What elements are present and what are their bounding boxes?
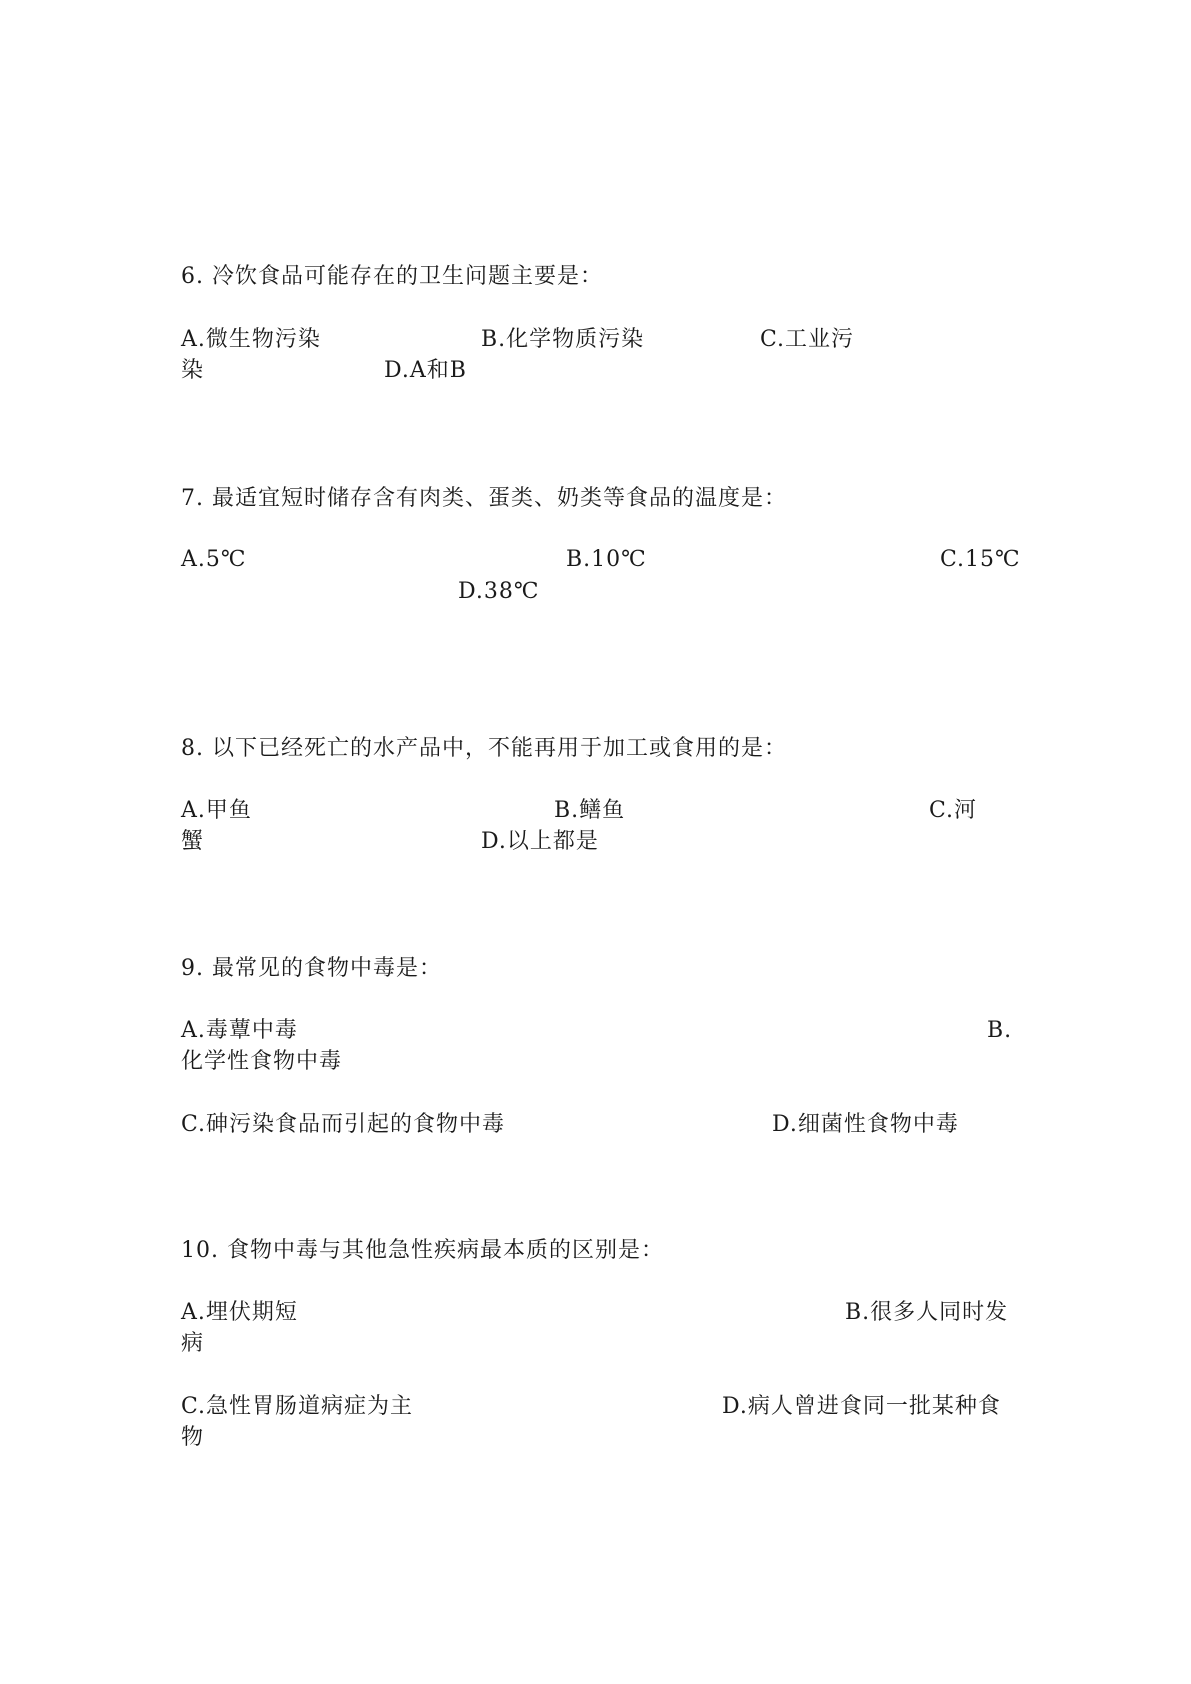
question-8-option-c: C.河 — [929, 798, 978, 823]
question-6-option-a: A.微生物污染 — [181, 327, 321, 352]
question-8-option-b: B.鳝鱼 — [554, 798, 626, 823]
question-10-option-b-cont: 病 — [181, 1331, 205, 1356]
question-10-option-c: C.急性胃肠道病症为主 — [181, 1394, 414, 1419]
question-10-option-a: A.埋伏期短 — [181, 1300, 298, 1325]
question-7-option-b: B.10℃ — [566, 547, 647, 572]
question-6-option-c: C.工业污 — [760, 327, 855, 352]
question-9: 9. 最常见的食物中毒是： — [181, 956, 442, 981]
question-6: 6. 冷饮食品可能存在的卫生问题主要是： — [181, 264, 603, 289]
question-10-option-b: B.很多人同时发 — [845, 1300, 1009, 1325]
question-8-option-c-cont: 蟹 — [181, 829, 205, 854]
question-6-option-d: D.A和B — [384, 358, 467, 383]
question-9-option-c: C.砷污染食品而引起的食物中毒 — [181, 1112, 506, 1137]
question-10-option-d-cont: 物 — [181, 1425, 205, 1450]
question-9-option-b-cont: 化学性食物中毒 — [181, 1049, 343, 1074]
question-6-option-b: B.化学物质污染 — [481, 327, 645, 352]
question-7-option-a: A.5℃ — [181, 547, 247, 572]
question-6-option-c-cont: 染 — [181, 358, 205, 383]
question-9-option-d: D.细菌性食物中毒 — [772, 1112, 959, 1137]
question-10-option-d: D.病人曾进食同一批某种食 — [722, 1394, 1001, 1419]
question-10: 10. 食物中毒与其他急性疾病最本质的区别是： — [181, 1238, 664, 1263]
question-8: 8. 以下已经死亡的水产品中，不能再用于加工或食用的是： — [181, 736, 787, 761]
question-9-option-a: A.毒蕈中毒 — [181, 1018, 298, 1043]
question-7-option-d: D.38℃ — [458, 579, 540, 604]
question-8-option-a: A.甲鱼 — [181, 798, 252, 823]
question-7-option-c: C.15℃ — [940, 547, 1021, 572]
question-7: 7. 最适宜短时储存含有肉类、蛋类、奶类等食品的温度是： — [181, 486, 787, 511]
question-9-option-b: B. — [987, 1018, 1013, 1043]
question-8-option-d: D.以上都是 — [481, 829, 599, 854]
